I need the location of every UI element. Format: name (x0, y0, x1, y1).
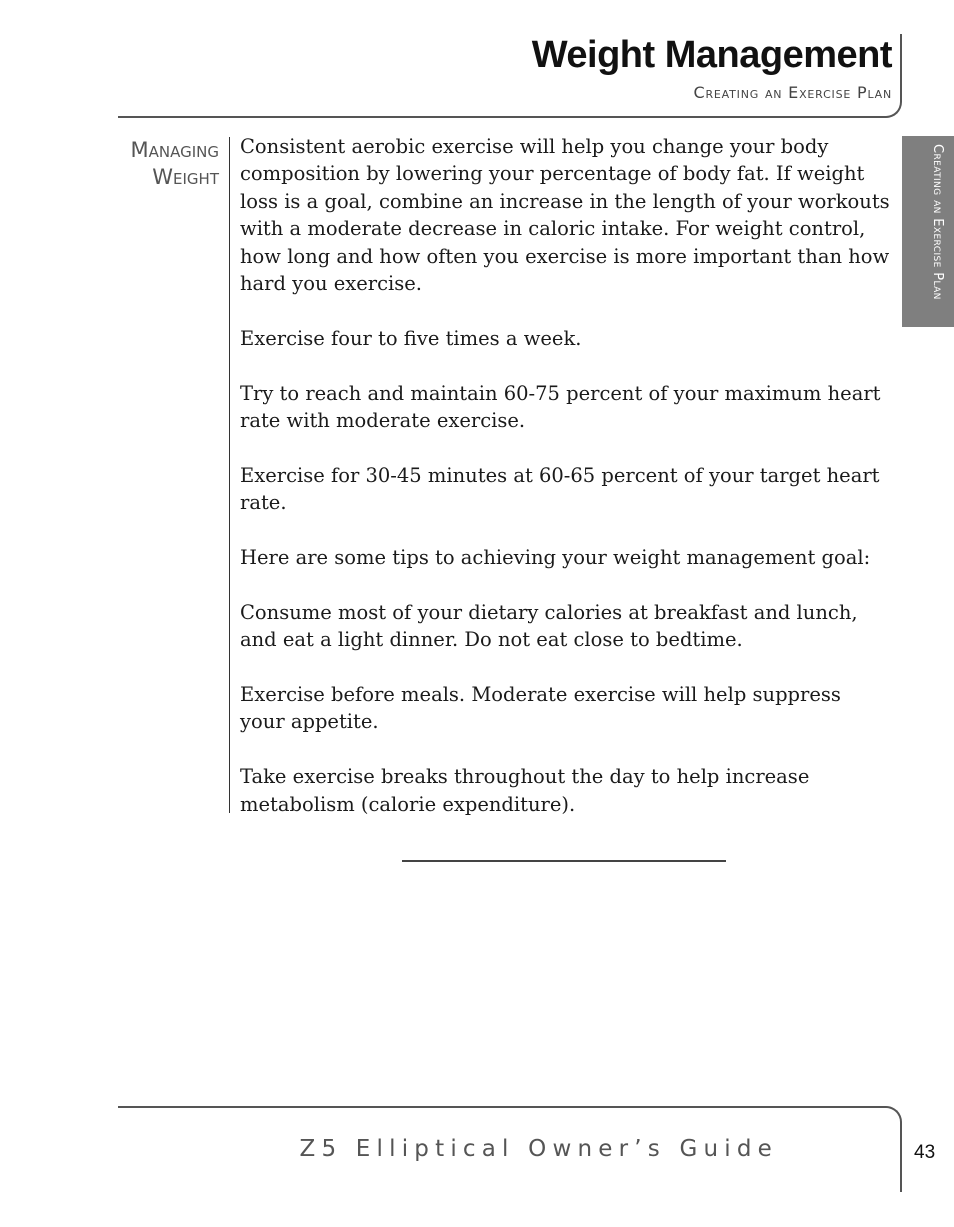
body-paragraph: Consistent aerobic exercise will help you change your body composition by lowering your percentage of body fat. If weight loss is a goal, combine an increase in the length of your workouts with a moderate decrease in caloric intake. For weight control, how long and how often you exercise is more important than how hard you exercise. (240, 135, 890, 296)
body-paragraph: Exercise four to five times a week. (240, 326, 582, 350)
body-paragraph: Consume most of your dietary calories at breakfast and lunch, and eat a light dinner. Do not eat close to bedtime. (240, 600, 858, 652)
chapter-side-tab-label: Creating an Exercise Plan (930, 144, 945, 300)
body-paragraph: Try to reach and maintain 60-75 percent of your maximum heart rate with moderate exercise. (240, 381, 881, 433)
body-paragraph: Exercise for 30-45 minutes at 60-65 percent of your target heart rate. (240, 463, 880, 515)
section-heading-line1: Managing (130, 138, 219, 162)
page-title: Weight Management (531, 34, 892, 76)
footer-guide-title: Z5 Elliptical Owner’s Guide (299, 1136, 778, 1162)
body-paragraph: Here are some tips to achieving your weight management goal: (240, 546, 871, 570)
section-heading (89, 137, 219, 191)
body-paragraph: Take exercise breaks throughout the day to help increase metabolism (calorie expenditure). (240, 765, 810, 816)
body-paragraph: Exercise before meals. Moderate exercise will help suppress your appetite. (240, 683, 841, 734)
body-text (240, 133, 890, 845)
content-divider (229, 137, 230, 813)
section-end-rule (402, 860, 726, 862)
section-heading-line2: Weight (152, 165, 219, 189)
page-number: 43 (914, 1142, 936, 1163)
page-subtitle: Creating an Exercise Plan (693, 83, 892, 102)
chapter-side-tab (902, 136, 954, 327)
